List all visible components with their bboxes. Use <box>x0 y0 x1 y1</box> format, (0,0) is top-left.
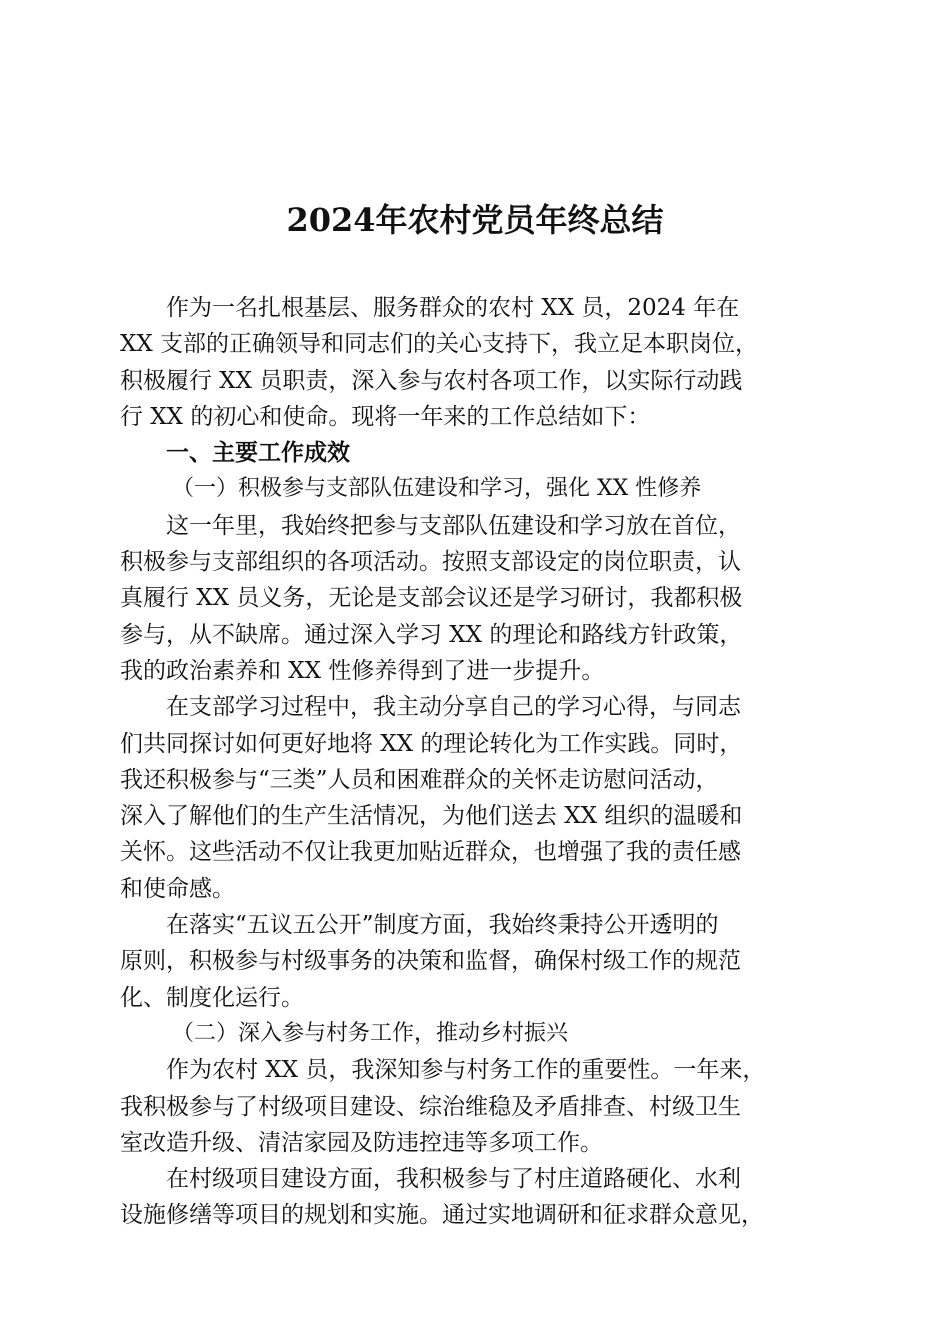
text-line: 作为农村 XX 员，我深知参与村务工作的重要性。一年来， <box>166 1057 766 1084</box>
text-line: 深入了解他们的生产生活情况，为他们送去 XX 组织的温暖和 <box>120 803 743 830</box>
text-line: 在落实“五议五公开”制度方面，我始终秉持公开透明的 <box>166 912 719 939</box>
paragraph <box>120 1052 832 1161</box>
text-line: 关怀。这些活动不仅让我更加贴近群众，也增强了我的责任感 <box>120 839 741 866</box>
paragraph <box>120 907 832 1016</box>
text-line: 积极履行 XX 员职责，深入参与农村各项工作，以实际行动践 <box>120 367 743 394</box>
text-line: 我积极参与了村级项目建设、综治维稳及矛盾排查、村级卫生 <box>120 1093 741 1120</box>
text-line: XX 支部的正确领导和同志们的关心支持下，我立足本职岗位， <box>120 331 759 358</box>
text-line: 在村级项目建设方面，我积极参与了村庄道路硬化、水利 <box>166 1166 741 1193</box>
document-title: 2024年农村党员年终总结 <box>286 201 664 239</box>
text-line: 室改造升级、清洁家园及防违控违等多项工作。 <box>120 1129 603 1156</box>
intro-paragraph <box>120 290 832 435</box>
text-line: 我的政治素养和 XX 性修养得到了进一步提升。 <box>120 657 605 684</box>
text-line: 和使命感。 <box>120 875 235 902</box>
text-line: 我还积极参与“三类”人员和困难群众的关怀走访慰问活动， <box>120 766 719 793</box>
text-line: 化、制度化运行。 <box>120 984 304 1011</box>
paragraph <box>120 689 832 907</box>
text-line: 积极参与支部组织的各项活动。按照支部设定的岗位职责，认 <box>120 549 741 576</box>
text-line: 作为一名扎根基层、服务群众的农村 XX 员，2024 年在 <box>166 295 740 321</box>
text-line: 行 XX 的初心和使命。现将一年来的工作总结如下： <box>120 403 651 430</box>
document-body <box>120 290 832 1234</box>
section-heading: 一、主要工作成效 <box>166 440 350 467</box>
text-line: 参与，从不缺席。通过深入学习 XX 的理论和路线方针政策， <box>120 621 743 648</box>
text-line: 原则，积极参与村级事务的决策和监督，确保村级工作的规范 <box>120 948 741 975</box>
text-line: 真履行 XX 员义务，无论是支部会议还是学习研讨，我都积极 <box>120 585 743 612</box>
subsection-heading: （一）积极参与支部队伍建设和学习，强化 XX 性修养 <box>172 476 702 502</box>
subsection-heading: （二）深入参与村务工作，推动乡村振兴 <box>172 1020 569 1046</box>
text-line: 这一年里，我始终把参与支部队伍建设和学习放在首位， <box>166 512 741 539</box>
paragraph <box>120 1161 832 1234</box>
text-line: 在支部学习过程中，我主动分享自己的学习心得，与同志 <box>166 694 741 721</box>
text-line: 设施修缮等项目的规划和实施。通过实地调研和征求群众意见， <box>120 1202 764 1229</box>
text-line: 们共同探讨如何更好地将 XX 的理论转化为工作实践。同时， <box>120 730 743 757</box>
paragraph <box>120 508 832 689</box>
